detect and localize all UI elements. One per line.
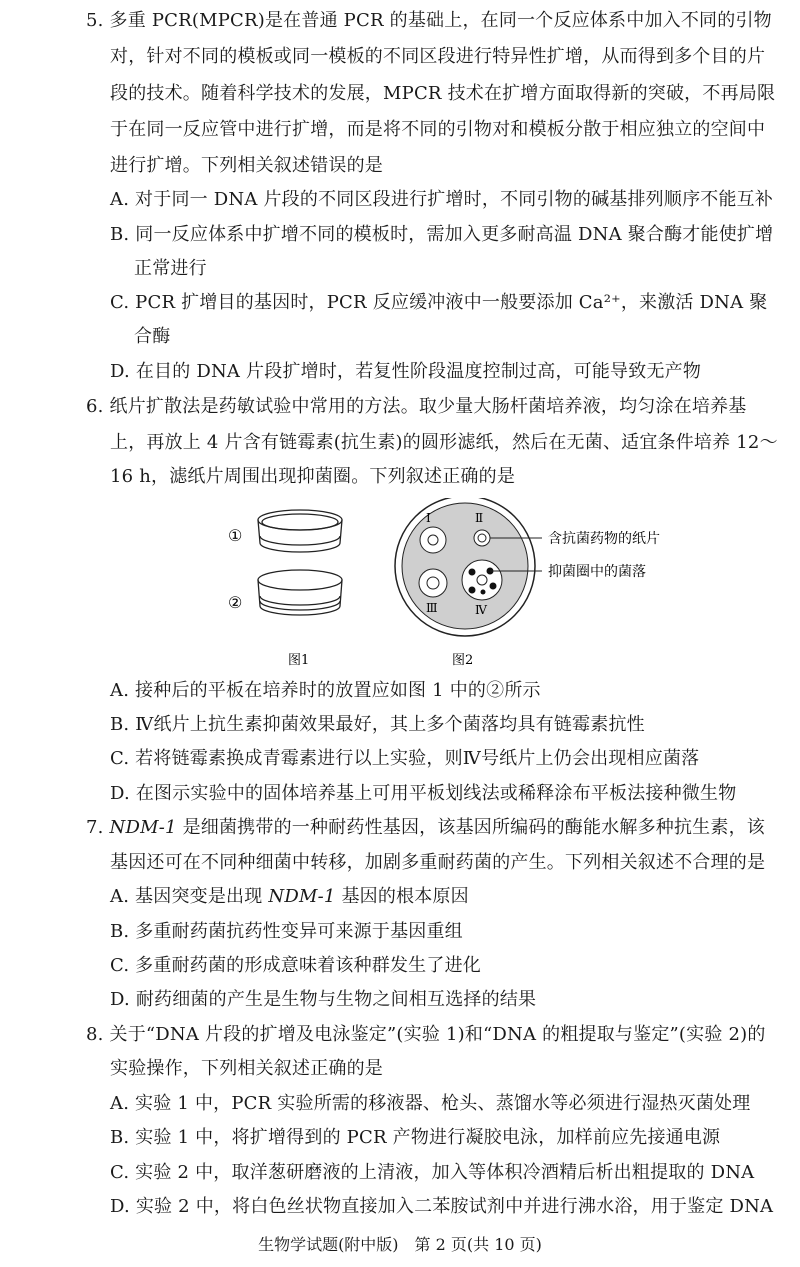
disc-label-i: Ⅰ (426, 511, 431, 525)
dish-2 (258, 570, 342, 615)
q5-stem-line-2: 对，针对不同的模板或同一模板的不同区段进行特异性扩增，从而得到多个目的片 (110, 46, 766, 67)
q6-option-d: D. 在图示实验中的固体培养基上可用平板划线法或稀释涂布平板法接种微生物 (110, 783, 737, 804)
q5-option-b-cont: 正常进行 (134, 258, 207, 279)
q5-stem-line-5: 进行扩增。下列相关叙述错误的是 (110, 155, 383, 176)
q7-option-c: C. 多重耐药菌的形成意味着该种群发生了进化 (110, 955, 481, 976)
page-footer: 生物学试题(附中版) 第 2 页(共 10 页) (258, 1235, 542, 1254)
figure1-label-2: ② (228, 593, 243, 612)
figure2-caption: 图2 (452, 653, 474, 668)
disc-label-iv: Ⅳ (475, 603, 487, 617)
disc-label-iii: Ⅲ (426, 601, 438, 615)
q5-option-b: B. 同一反应体系中扩增不同的模板时，需加入更多耐高温 DNA 聚合酶才能使扩增 (110, 224, 774, 245)
q7-option-a (110, 882, 469, 912)
dish-1 (258, 510, 342, 552)
q5-stem-line-3: 段的技术。随着科学技术的发展，MPCR 技术在扩增方面取得新的突破，不再局限 (110, 83, 776, 104)
q7-stem-line-2: 基因还可在不同种细菌中转移，加剧多重耐药菌的产生。下列相关叙述不合理的是 (110, 852, 766, 873)
disc-label-ii: Ⅱ (475, 511, 484, 525)
figure1-label-1: ① (228, 526, 243, 545)
q5-option-a: A. 对于同一 DNA 片段的不同区段进行扩增时，不同引物的碱基排列顺序不能互补 (110, 189, 774, 210)
petri-dish-figure (200, 498, 720, 678)
q5-stem-line-1: 5. 多重 PCR(MPCR)是在普通 PCR 的基础上，在同一个反应体系中加入不同的引物 (86, 10, 772, 31)
figure1-caption: 图1 (288, 653, 310, 668)
q7-stem-line-1 (86, 813, 765, 843)
q6-option-b: B. Ⅳ纸片上抗生素抑菌效果最好，其上多个菌落均具有链霉素抗性 (110, 714, 645, 735)
q6-stem-line-1: 6. 纸片扩散法是药敏试验中常用的方法。取少量大肠杆菌培养液，均匀涂在培养基 (86, 396, 747, 417)
q8-stem-line-2: 实验操作，下列相关叙述正确的是 (110, 1058, 383, 1079)
q5-option-c: C. PCR 扩增目的基因时，PCR 反应缓冲液中一般要添加 Ca²⁺，来激活 DNA 聚 (110, 292, 768, 313)
q8-option-d: D. 实验 2 中，将白色丝状物直接加入二苯胺试剂中并进行沸水浴，用于鉴定 DNA (110, 1196, 774, 1217)
q6-stem-line-3: 16 h，滤纸片周围出现抑菌圈。下列叙述正确的是 (110, 466, 516, 487)
q5-stem-line-4: 于在同一反应管中进行扩增，而是将不同的引物对和模板分散于相应独立的空间中 (110, 119, 766, 140)
q8-stem-line-1: 8. 关于“DNA 片段的扩增及电泳鉴定”(实验 1)和“DNA 的粗提取与鉴定”(实验 2)的 (86, 1024, 766, 1045)
q5-option-c-cont: 合酶 (134, 326, 171, 347)
q7-option-a-gene: NDM-1 (268, 886, 336, 907)
q5-option-d: D. 在目的 DNA 片段扩增时，若复性阶段温度控制过高，可能导致无产物 (110, 361, 702, 382)
callout-paper-label: 含抗菌药物的纸片 (548, 531, 660, 547)
q6-stem-line-2: 上，再放上 4 片含有链霉素(抗生素)的圆形滤纸，然后在无菌、适宜条件培养 12～ (110, 432, 778, 453)
q7-gene-name: NDM-1 (109, 817, 177, 838)
q8-option-b: B. 实验 1 中，将扩增得到的 PCR 产物进行凝胶电泳，加样前应先接通电源 (110, 1127, 721, 1148)
q8-option-c: C. 实验 2 中，取洋葱研磨液的上清液，加入等体积冷酒精后析出粗提取的 DNA (110, 1162, 755, 1183)
q7-number: 7. (86, 817, 104, 838)
plate (395, 498, 535, 636)
q7-stem-text: 是细菌携带的一种耐药性基因，该基因所编码的酶能水解多种抗生素，该 (176, 817, 765, 838)
q6-figure (200, 498, 720, 678)
q8-option-a: A. 实验 1 中，PCR 实验所需的移液器、枪头、蒸馏水等必须进行湿热灭菌处理 (110, 1093, 751, 1114)
q6-option-c: C. 若将链霉素换成青霉素进行以上实验，则Ⅳ号纸片上仍会出现相应菌落 (110, 748, 700, 769)
q7-option-a-pre: A. 基因突变是出现 (110, 886, 269, 907)
callout-colony-label: 抑菌圈中的菌落 (548, 564, 646, 580)
q7-option-a-post: 基因的根本原因 (335, 886, 469, 907)
q6-option-a: A. 接种后的平板在培养时的放置应如图 1 中的②所示 (110, 680, 541, 701)
q7-option-b: B. 多重耐药菌抗药性变异可来源于基因重组 (110, 921, 463, 942)
q7-option-d: D. 耐药细菌的产生是生物与生物之间相互选择的结果 (110, 989, 537, 1010)
